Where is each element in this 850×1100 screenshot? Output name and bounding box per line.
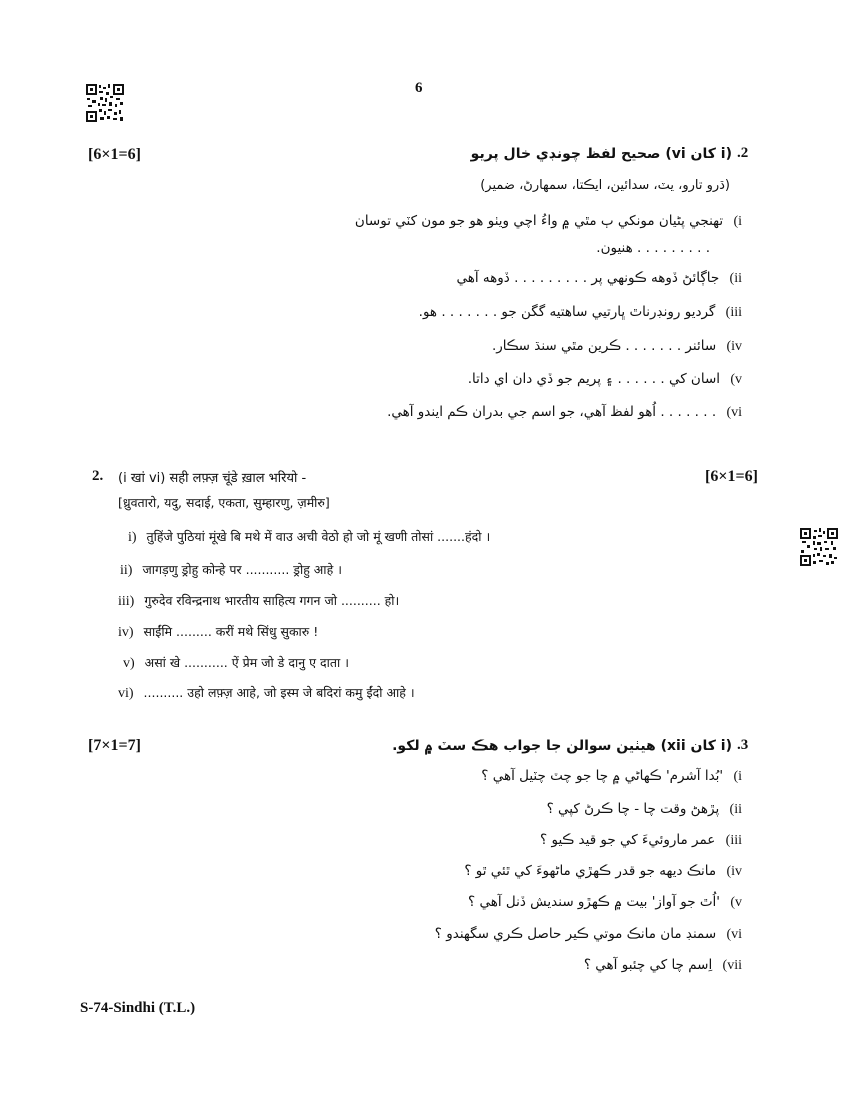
q2-arabic-item-3 bbox=[419, 304, 742, 321]
item-text: 'بُدا آشرم' ڪهاڻي ۾ چا جو چٽ چٽيل آهي ؟ bbox=[481, 768, 724, 784]
q3-item-4 bbox=[464, 863, 742, 880]
q2-arabic-heading: (i کان vi) صحیح لفظ چونڊي خال پريو bbox=[470, 146, 732, 162]
item-text: تهنجي پڻيان مونکي ٻ مٿي ۾ واءُ اچي ويٺو هو جو مون کٽي توسان bbox=[354, 213, 724, 229]
item-text: گرديو رونڊرناٿ ڀارتيي ساهتيه گگن جو . . . . . . . هو. bbox=[418, 304, 716, 320]
q2-arabic-item-1 bbox=[355, 213, 742, 230]
q2-devanagari-heading: (i खां vi) सही लफ़्ज़ चूंडे ख़ाल भरियो - bbox=[118, 471, 307, 486]
q3-item-3 bbox=[540, 832, 742, 849]
q3-item-2 bbox=[547, 801, 742, 818]
q2-devanagari-item-3 bbox=[118, 592, 399, 610]
q2-devanagari-options: [ध्रुवतारो, यदु, सदाई, एकता, सुम्हारणु, ज़मीरु] bbox=[118, 495, 330, 510]
item-text: असां खे ........... ऐं प्रेम जो डे दानु ए दाता । bbox=[144, 655, 349, 670]
item-number: i) bbox=[733, 769, 742, 784]
item-number: i) bbox=[733, 214, 742, 229]
q3-marks: [7×1=7] bbox=[88, 737, 141, 754]
item-text: गुरुदेव रविन्द्रनाथ भारतीय साहित्य गगन जो .......... हो। bbox=[144, 593, 400, 608]
q2-arabic-item-5 bbox=[468, 371, 742, 388]
item-number: ii) bbox=[120, 563, 133, 578]
item-number: vii) bbox=[722, 958, 742, 973]
q2-devanagari-item-4 bbox=[118, 623, 318, 641]
q2-devanagari-item-2 bbox=[120, 561, 342, 579]
qr-code-right bbox=[800, 528, 838, 566]
item-number: ii) bbox=[729, 271, 742, 286]
footer-code: S-74-Sindhi (T.L.) bbox=[80, 1000, 196, 1016]
item-text: سائنر . . . . . . . ڪرين مٿي سنڌ سڪار. bbox=[492, 338, 717, 354]
q3-item-5 bbox=[468, 894, 742, 911]
item-text: اِسم چا کي چئبو آهي ؟ bbox=[583, 957, 713, 973]
item-number: iii) bbox=[725, 305, 742, 320]
item-text: . . . . . . . اُهو لفظ آهي، جو اسم جي بدران ڪم ايندو آهي. bbox=[387, 404, 717, 420]
q2-arabic-options: (ڌرو تارو، يٽ، سدائين، ايڪتا، سمهارڻ، ضمير) bbox=[480, 178, 730, 193]
item-number: iv) bbox=[726, 339, 742, 354]
item-text: مانڪ ديهه جو قدر ڪهڙي ماڻهوءَ کي ٿئي ٿو ؟ bbox=[464, 863, 717, 879]
item-number: iii) bbox=[118, 594, 135, 609]
item-text: जागड़णु ड्रोहु कोन्हे पर ........... ड्रोहु आहे । bbox=[142, 562, 342, 577]
item-text: साईंमि ......... करीं मथे सिंधु सुकारु ! bbox=[143, 624, 319, 639]
item-text: اسان کي . . . . . . ۽ پريم جو ڏي دان اي داتا. bbox=[467, 371, 721, 387]
item-number: iv) bbox=[726, 864, 742, 879]
item-text: तुहिंजे पुठियां मूंखे बि मथे में वाउ अची वेठो हो जो मूं खणी तोसां .......हंदो । bbox=[146, 529, 491, 544]
q2-arabic-marks: [6×1=6] bbox=[88, 146, 141, 163]
item-number: i) bbox=[128, 530, 137, 545]
q3-item-7 bbox=[584, 957, 742, 974]
q2-arabic-item-4 bbox=[492, 338, 742, 355]
item-number: v) bbox=[730, 895, 742, 910]
item-text: جاڳائڻ ڏوهه ڪونهي پر . . . . . . . . . ڏوهه آهي bbox=[456, 270, 720, 286]
q2-arabic-item-2 bbox=[456, 270, 742, 287]
q2-devanagari-marks: [6×1=6] bbox=[705, 468, 758, 485]
item-number: vi) bbox=[118, 686, 134, 701]
item-text: .......... उहो लफ़्ज़ आहे, जो इस्म जे बदिरां कमु ईंदो आहे । bbox=[143, 685, 415, 700]
item-text: 'اُٿ جو آواز' بيت ۾ ڪهڙو سنديش ڏنل آهي ؟ bbox=[468, 894, 721, 910]
item-text: سمنڊ مان مانڪ موتي ڪير حاصل ڪري سگهندو ؟ bbox=[434, 926, 717, 942]
q2-devanagari-number: 2. bbox=[92, 468, 104, 484]
q3-item-1 bbox=[481, 768, 742, 785]
q3-heading: (i کان xii) هيٺين سوالن جا جواب هڪ سٽ ۾ لکو. bbox=[392, 738, 732, 754]
q2-arabic-item-1-continued: . . . . . . . . . هنيون. bbox=[596, 240, 710, 256]
page-number: 6 bbox=[415, 80, 423, 96]
item-number: v) bbox=[123, 656, 135, 671]
qr-code-top-left bbox=[86, 84, 124, 122]
item-number: iii) bbox=[725, 833, 742, 848]
item-number: vi) bbox=[726, 927, 742, 942]
q2-arabic-item-6 bbox=[387, 404, 742, 421]
q2-devanagari-item-6 bbox=[118, 684, 415, 702]
q2-devanagari-item-1 bbox=[128, 528, 490, 546]
q2-devanagari-item-5 bbox=[123, 654, 349, 672]
item-number: iv) bbox=[118, 625, 134, 640]
item-number: ii) bbox=[729, 802, 742, 817]
item-text: پڙهڻ وقت چا - چا ڪرڻ کپي ؟ bbox=[546, 801, 720, 817]
item-number: v) bbox=[730, 372, 742, 387]
q3-number: .3 bbox=[737, 737, 749, 753]
item-number: vi) bbox=[726, 405, 742, 420]
q3-item-6 bbox=[435, 926, 742, 943]
q2-arabic-number: .2 bbox=[737, 145, 749, 161]
item-text: عمر ماروئيءَ کي جو قيد ڪيو ؟ bbox=[540, 832, 716, 848]
